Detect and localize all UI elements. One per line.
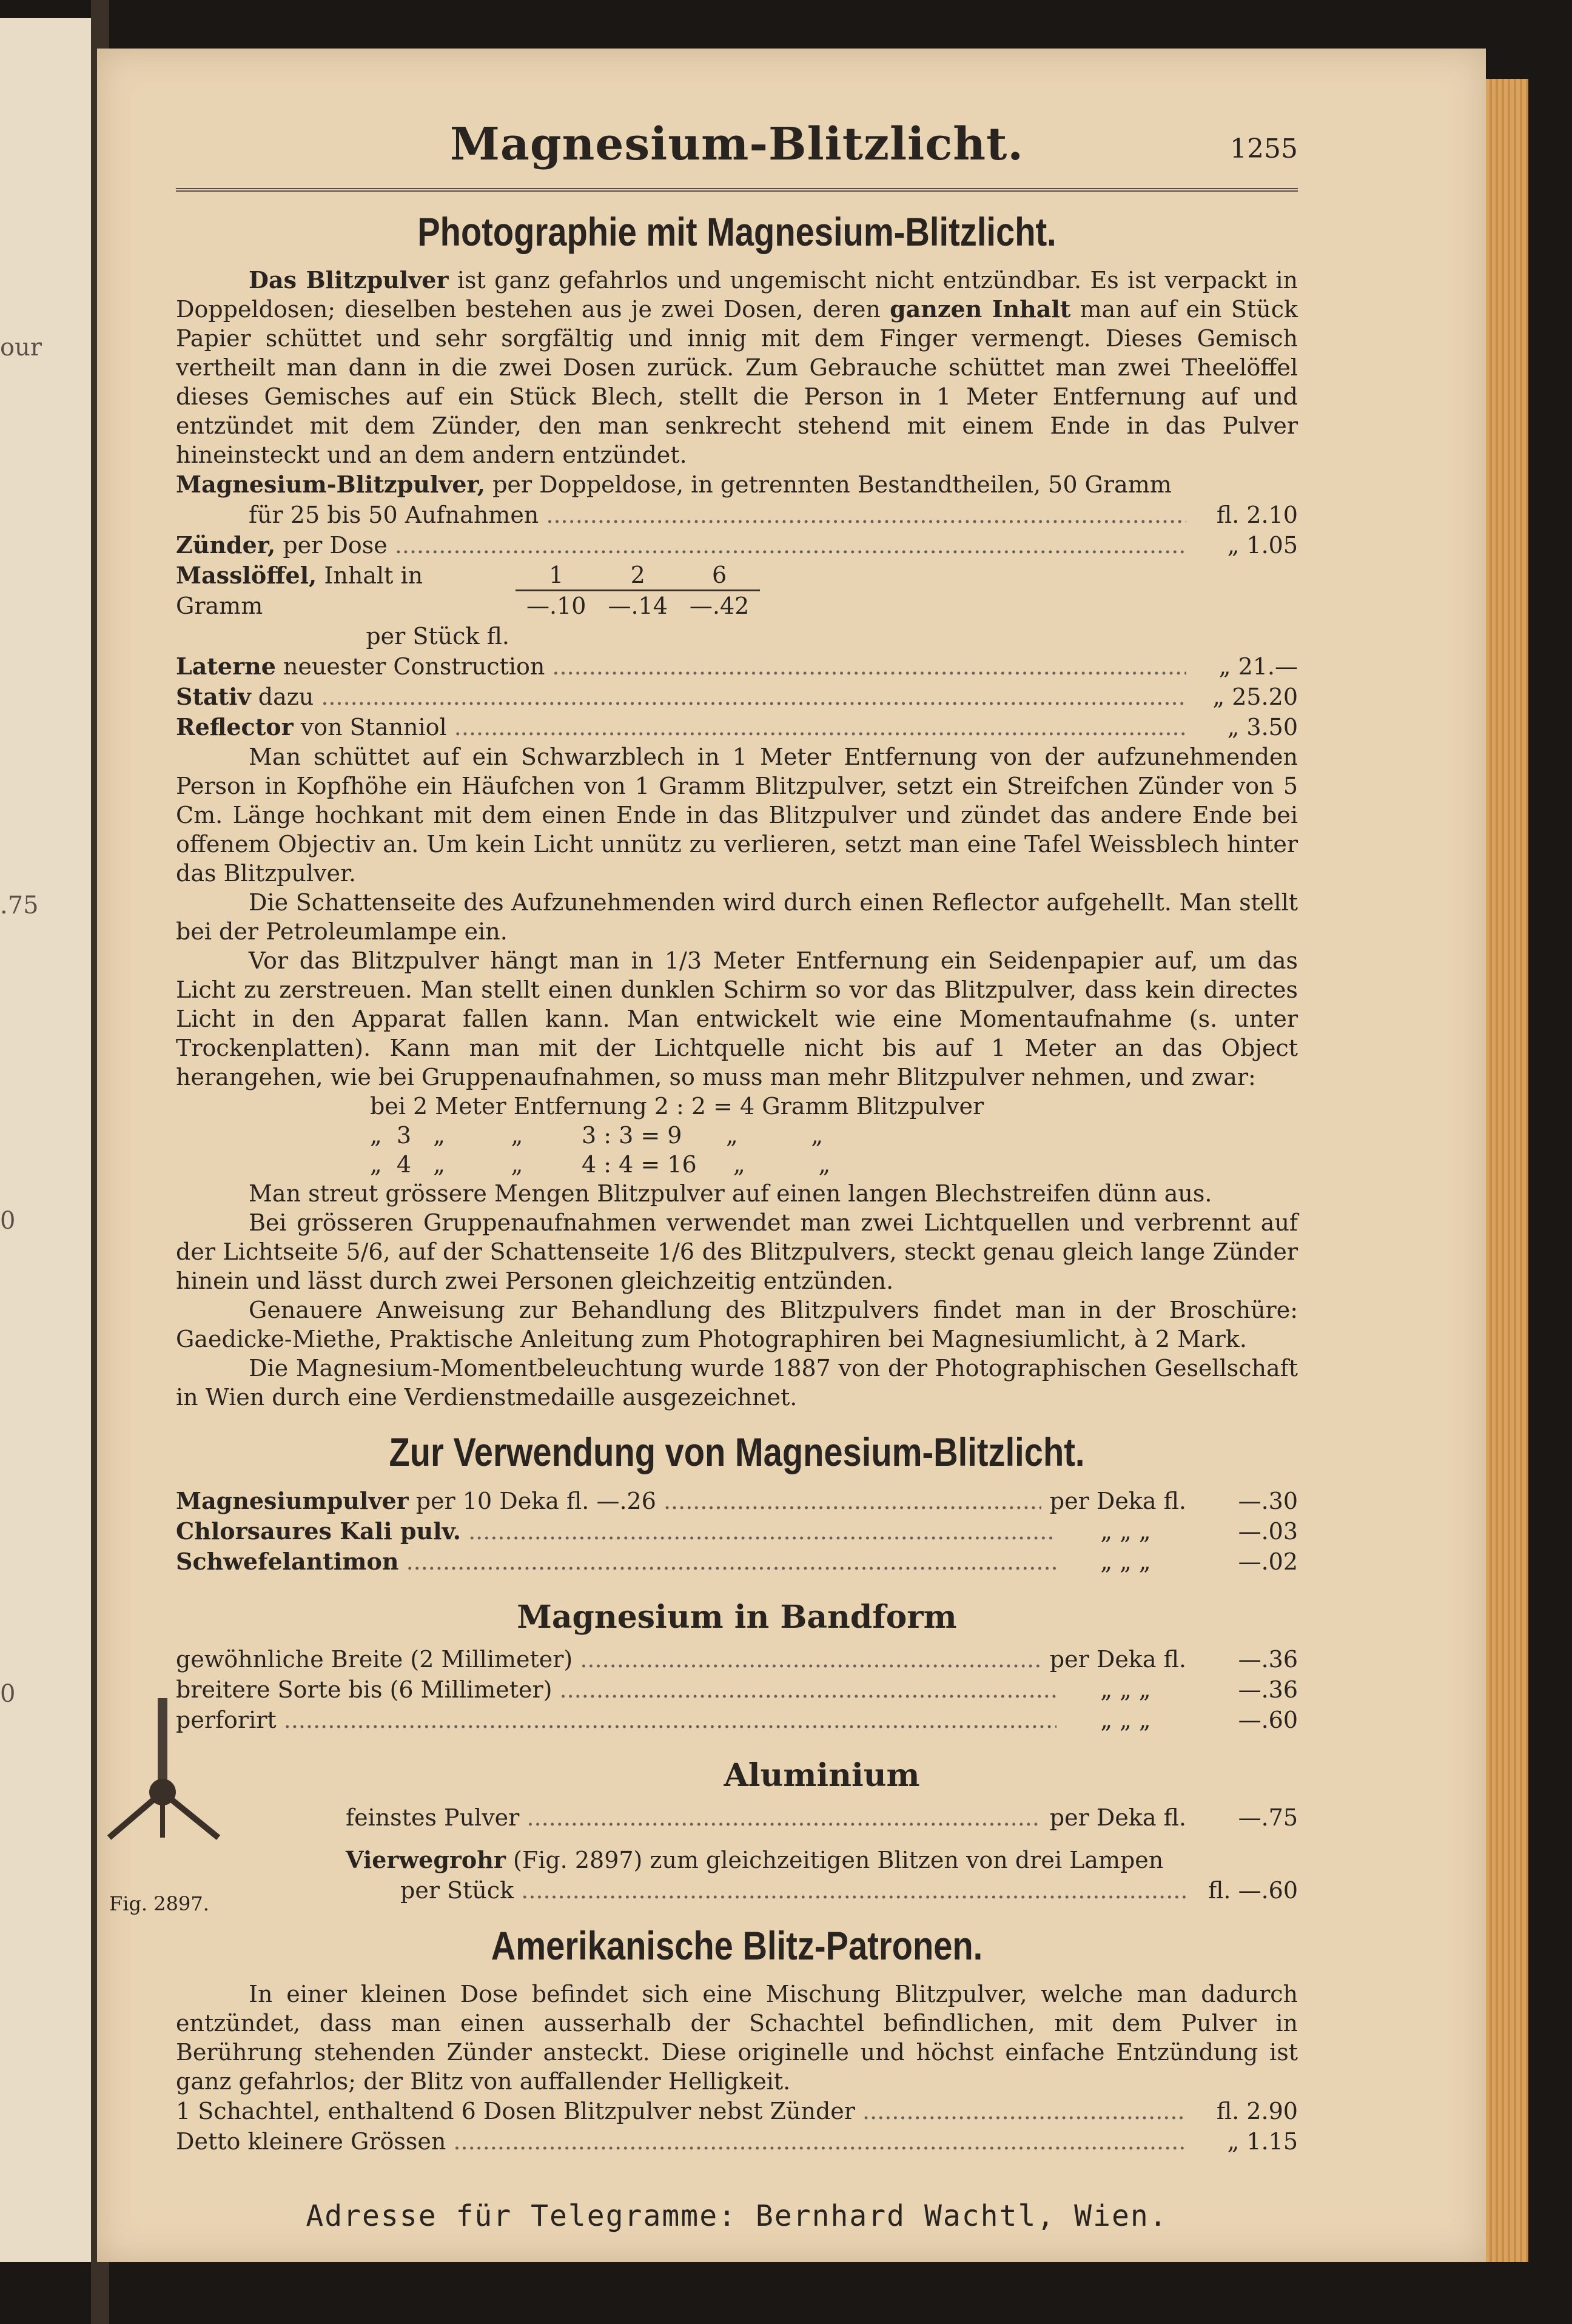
product-line	[176, 560, 516, 621]
product-name: Magnesiumpulver	[176, 1487, 409, 1514]
page-number: 1255	[1230, 133, 1298, 164]
price: fl. 2.10	[1216, 502, 1298, 528]
price: „ 1.15	[1227, 2128, 1298, 2155]
page-content	[176, 115, 1298, 2233]
mass-table	[516, 560, 760, 620]
product-desc: von Stanniol	[300, 714, 447, 741]
telegram-address: Adresse für Telegramme: Bernhard Wachtl, Wien.	[306, 2199, 1168, 2233]
price-row	[176, 651, 1298, 682]
distance-line: „ 4 „ „ 4 : 4 = 16 „ „	[370, 1151, 831, 1178]
intro-paragraph	[176, 266, 1298, 469]
price: fl. 2.90	[1216, 2098, 1298, 2124]
price-row	[176, 1547, 1298, 1577]
product-line	[176, 1547, 1056, 1577]
section-title: Magnesium in Bandform	[517, 1599, 957, 1636]
product-desc: gewöhnliche Breite (2 Millimeter) .....	[176, 1644, 1041, 1674]
page-title: Magnesium-Blitzlicht.	[449, 118, 1024, 170]
product-desc: per Stück .....	[346, 1875, 1186, 1906]
price-row	[346, 1875, 1298, 1906]
masslöffel-block	[176, 560, 1298, 651]
product-blitzpulver	[176, 469, 1298, 500]
figure-label: Fig. 2897.	[109, 1892, 209, 1915]
product-desc: neuester Construction	[283, 653, 545, 680]
mass-price: —.42	[689, 593, 750, 619]
price-row	[176, 1705, 1298, 1735]
product-desc: per Doppeldose, in getrennten Bestandtheilen, 50 Gramm	[492, 471, 1172, 498]
product-line	[176, 1516, 1056, 1547]
price-row	[176, 1516, 1298, 1547]
aluminium-block	[346, 1802, 1298, 1906]
product-name: Chlorsaures Kali pulv.	[176, 1517, 462, 1545]
price-row	[176, 712, 1298, 742]
product-line	[176, 530, 1186, 560]
section-title: Photographie mit Magnesium-Blitzlicht.	[417, 209, 1056, 254]
price: —.36	[1238, 1676, 1298, 1703]
price-row	[176, 1486, 1298, 1516]
price: „ 1.05	[1227, 532, 1298, 559]
paragraph: Bei grösseren Gruppenaufnahmen verwendet man zwei Lichtquellen und verbrennt auf der Lichtseite 5/6, auf der Schattenseite 1/6 des Blitzpulvers, steckt genau gleich lange Zünder hinein und lässt durch zwei Personen gleichzeitig entzünden.	[176, 1209, 1298, 1294]
product-desc: (Fig. 2897) zum gleichzeitigen Blitzen von drei Lampen	[513, 1847, 1164, 1873]
price-row	[176, 682, 1298, 712]
mass-price: —.14	[608, 593, 668, 619]
section-title: Amerikanische Blitz-Patronen.	[491, 1923, 983, 1968]
product-desc: breitere Sorte bis (6 Millimeter) .....	[176, 1674, 1056, 1705]
product-desc: Detto kleinere Grössen .....	[176, 2126, 1186, 2157]
mass-gram: 6	[712, 562, 727, 588]
price-row	[176, 1644, 1298, 1674]
unit: „ „ „	[1100, 1548, 1151, 1575]
paragraph: In einer kleinen Dose befindet sich eine Mischung Blitzpulver, welche man dadurch entzündet, dass man einen ausserhalb der Schachtel befindlichen, mit dem Pulver in Berührung stehenden Zünder ansteckt. Diese originelle und höchst einfache Entzündung ist ganz gefahrlos; der Blitz von auffallender Helligkeit.	[176, 1981, 1298, 2095]
left-page	[0, 18, 91, 2262]
bold-term: ganzen Inhalt	[890, 295, 1071, 323]
product-name: Vierwegrohr	[346, 1846, 506, 1873]
product-line	[176, 1486, 1041, 1516]
product-line	[346, 1845, 1298, 1875]
margin-fragment: .75	[0, 892, 39, 919]
product-name: Reflector	[176, 713, 294, 741]
price-row	[176, 1674, 1298, 1705]
product-desc: per Dose	[283, 532, 388, 559]
product-name: Zünder,	[176, 531, 276, 559]
product-name: Magnesium-Blitzpulver,	[176, 471, 485, 498]
price-row	[176, 2096, 1298, 2126]
mass-gram: 1	[549, 562, 564, 588]
margin-fragment: our	[0, 334, 42, 361]
price-row	[346, 1802, 1298, 1833]
distance-line: „ 3 „ „ 3 : 3 = 9 „ „	[370, 1122, 824, 1149]
product-desc: feinstes Pulver .....	[346, 1802, 1041, 1833]
bold-term: Das Blitzpulver	[249, 266, 449, 294]
mass-price-label: per Stück fl.	[366, 623, 509, 650]
unit: per Deka fl.	[1049, 1804, 1186, 1831]
paragraph: Die Magnesium-Momentbeleuchtung wurde 1887 von der Photographischen Gesellschaft in Wien durch eine Verdienstmedaille ausgezeichnet.	[176, 1355, 1298, 1411]
price: „ 3.50	[1227, 714, 1298, 741]
section-title: Zur Verwendung von Magnesium-Blitzlicht.	[389, 1429, 1085, 1474]
price-row	[176, 2126, 1298, 2157]
product-line	[176, 682, 1186, 712]
paragraph: Vor das Blitzpulver hängt man in 1/3 Meter Entfernung ein Seidenpapier auf, um das Licht zu zerstreuen. Man stellt einen dunklen Schirm so vor das Blitzpulver, dass kein directes Licht in den Apparat fallen kann. Man entwickelt wie eine Momentaufnahme (s. unter Trockenplatten). Kann man mit der Lichtquelle nicht bis auf 1 Meter an das Object herangehen, wie bei Gruppenaufnahmen, so muss man mehr Blitzpulver nehmen, und zwar:	[176, 947, 1298, 1090]
figure-leg	[109, 1798, 155, 1838]
price-row	[176, 500, 1298, 530]
catalog-page	[97, 49, 1486, 2262]
price: fl. —.60	[1208, 1877, 1298, 1904]
section-title: Aluminium	[724, 1757, 920, 1794]
masslöffel-labels	[176, 560, 516, 651]
product-name: Stativ	[176, 683, 251, 710]
page-header	[176, 115, 1298, 192]
price: —.02	[1238, 1548, 1298, 1575]
product-desc: dazu	[258, 683, 314, 710]
margin-fragment: 0	[0, 1207, 16, 1235]
text: man auf ein Stück Papier schüttet und sehr sorgfältig und innig mit dem Finger vermengt. Dieses Gemisch vertheilt man dann in die zwei Dosen zurück. Zum Gebrauche schüttet man zwei Theelöffel dieses Gemisches auf ein Stück Blech, stellt die Person in 1 Meter Entfernung auf und entzündet mit dem Zünder, den man senkrecht stehend mit einem Ende in das Pulver hineinsteckt und an dem andern entzündet.	[176, 296, 1298, 468]
text: ist ganz gefahrlos und ungemischt nicht entzündbar. Es ist verpackt in Doppeldosen; dieselben bestehen aus je zwei Dosen, deren	[176, 267, 1298, 323]
product-name: Masslöffel,	[176, 562, 317, 589]
mass-gram: 2	[630, 562, 645, 588]
price: —.03	[1238, 1518, 1298, 1545]
product-desc: per 10 Deka fl. —.26	[415, 1488, 656, 1514]
vierwegrohr-figure	[97, 1692, 230, 1844]
unit: per Deka fl.	[1049, 1488, 1186, 1514]
product-desc: Inhalt in Gramm	[176, 562, 423, 619]
unit: „ „ „	[1100, 1707, 1151, 1733]
product-desc: perforirt .....	[176, 1705, 1056, 1735]
page-edges	[1480, 79, 1528, 2262]
mass-price: —.10	[526, 593, 586, 619]
price: —.30	[1238, 1488, 1298, 1514]
margin-fragment: 0	[0, 1680, 16, 1708]
price: „ 21.—	[1218, 653, 1298, 680]
figure-tube	[158, 1698, 167, 1789]
price: —.60	[1238, 1707, 1298, 1733]
product-line	[176, 651, 1186, 682]
unit: „ „ „	[1100, 1518, 1151, 1545]
figure-leg	[170, 1798, 218, 1838]
product-name: Schwefelantimon	[176, 1548, 399, 1575]
price: „ 25.20	[1212, 683, 1298, 710]
price-row	[176, 530, 1298, 560]
distance-line: bei 2 Meter Entfernung 2 : 2 = 4 Gramm Blitzpulver	[370, 1093, 984, 1120]
paragraph: Man schüttet auf ein Schwarzblech in 1 Meter Entfernung von der aufzunehmenden Person in Kopfhöhe ein Häufchen von 1 Gramm Blitzpulver, setzt ein Streifchen Zünder von 5 Cm. Länge hochkant mit dem einen Ende in das Blitzpulver und zündet das andere Ende bei offenem Objectiv an. Um kein Licht unnütz zu verlieren, setzt man eine Tafel Weissblech hinter das Blitzpulver.	[176, 744, 1298, 887]
product-name: Laterne	[176, 653, 276, 680]
product-desc: für 25 bis 50 Aufnahmen .....	[176, 500, 1186, 530]
paragraph: Genauere Anweisung zur Behandlung des Blitzpulvers findet man in der Broschüre: Gaedicke-Miethe, Praktische Anleitung zum Photographiren bei Magnesiumlicht, à 2 Mark.	[176, 1297, 1298, 1352]
product-line	[176, 712, 1186, 742]
price: —.75	[1238, 1804, 1298, 1831]
unit: per Deka fl.	[1049, 1646, 1186, 1673]
paragraph: Man streut grössere Mengen Blitzpulver auf einen langen Blechstreifen dünn aus.	[249, 1180, 1212, 1207]
product-desc: 1 Schachtel, enthaltend 6 Dosen Blitzpulver nebst Zünder .....	[176, 2096, 1186, 2126]
price: —.36	[1238, 1646, 1298, 1673]
paragraph: Die Schattenseite des Aufzunehmenden wird durch einen Reflector aufgehellt. Man stellt bei der Petroleumlampe ein.	[176, 889, 1298, 945]
unit: „ „ „	[1100, 1676, 1151, 1703]
